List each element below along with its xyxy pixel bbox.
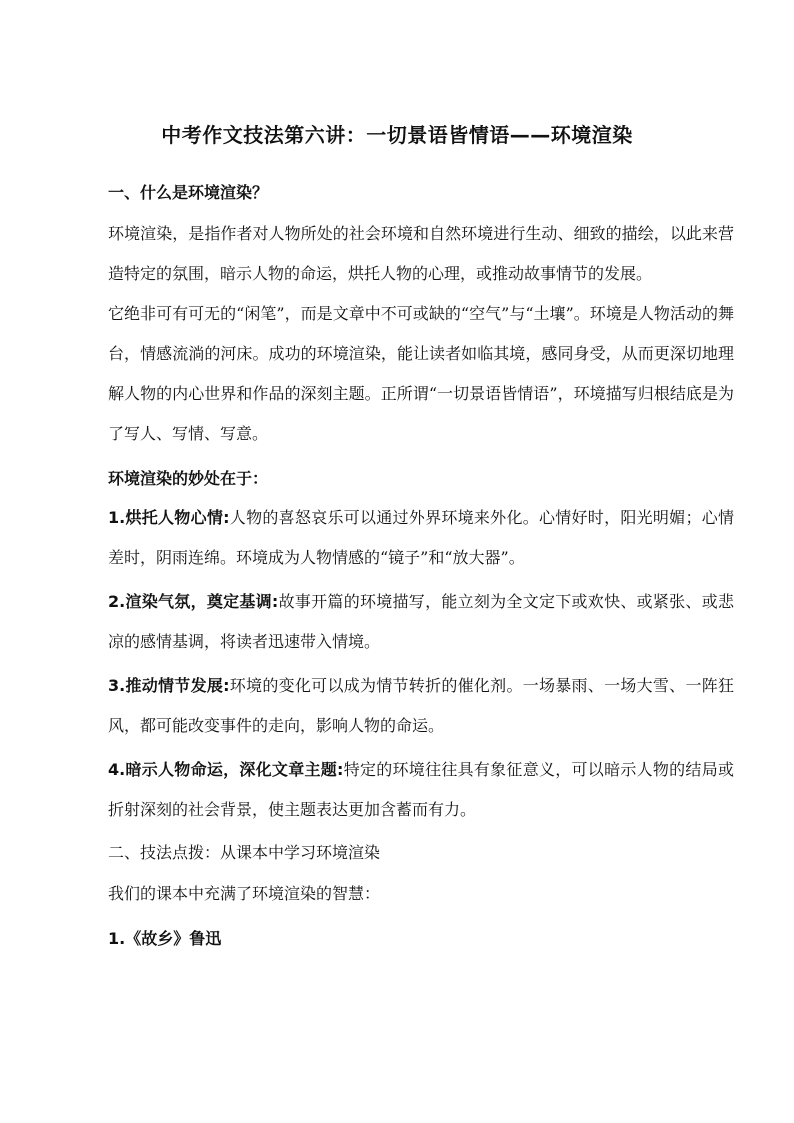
benefit-label: 2.渲染气氛，奠定基调:	[108, 592, 279, 611]
document-body	[108, 180, 734, 952]
section1-paragraph-1	[108, 214, 734, 294]
benefit-text: 人物的喜怒哀乐可以通过外界环境来外化。心情好时，阳光明媚；心情差时，阴雨连绵。环境成为人物情感的“镜子”和“放大器”。	[108, 508, 734, 567]
benefit-label: 3.推动情节发展:	[108, 676, 230, 695]
section2-heading: 二、技法点拨：从课本中学习环境渲染	[108, 843, 381, 862]
benefits-heading: 环境渲染的妙处在于：	[108, 469, 269, 488]
benefit-item-4	[108, 750, 734, 830]
section1-heading: 一、什么是环境渲染？	[108, 183, 269, 202]
benefit-item-1	[108, 498, 734, 578]
benefit-label: 1.烘托人物心情:	[108, 508, 230, 527]
benefit-text: 故事开篇的环境描写，能立刻为全文定下或欢快、或紧张、或悲凉的感情基调，将读者迅速带入情境。	[108, 592, 734, 651]
document-title: 中考作文技法第六讲：一切景语皆情语——环境渲染	[161, 123, 633, 147]
benefit-text: 特定的环境往往具有象征意义，可以暗示人物的结局或折射深刻的社会背景，使主题表达更加含蓄而有力。	[108, 760, 734, 819]
benefit-label: 4.暗示人物命运，深化文章主题:	[108, 760, 344, 779]
benefit-item-2	[108, 582, 734, 662]
benefit-text: 环境的变化可以成为情节转折的催化剂。一场暴雨、一场大雪、一阵狂风，都可能改变事件的走向，影响人物的命运。	[108, 676, 734, 735]
benefit-item-3	[108, 666, 734, 746]
section2-item-1: 1.《故乡》鲁迅	[108, 929, 222, 948]
paragraph-text: 环境渲染，是指作者对人物所处的社会环境和自然环境进行生动、细致的描绘，以此来营造特定的氛围，暗示人物的命运，烘托人物的心理，或推动故事情节的发展。	[108, 224, 734, 283]
section2-intro: 我们的课本中充满了环境渲染的智慧：	[108, 884, 381, 903]
section1-paragraph-2	[108, 294, 734, 454]
paragraph-text: 它绝非可有可无的“闲笔”，而是文章中不可或缺的“空气”与“土壤”。环境是人物活动的舞台，情感流淌的河床。成功的环境渲染，能让读者如临其境，感同身受，从而更深切地理解人物的内心世界和作品的深刻主题。正所谓“一切景语皆情语”，环境描写归根结底是为了写人、写情、写意。	[108, 304, 734, 443]
